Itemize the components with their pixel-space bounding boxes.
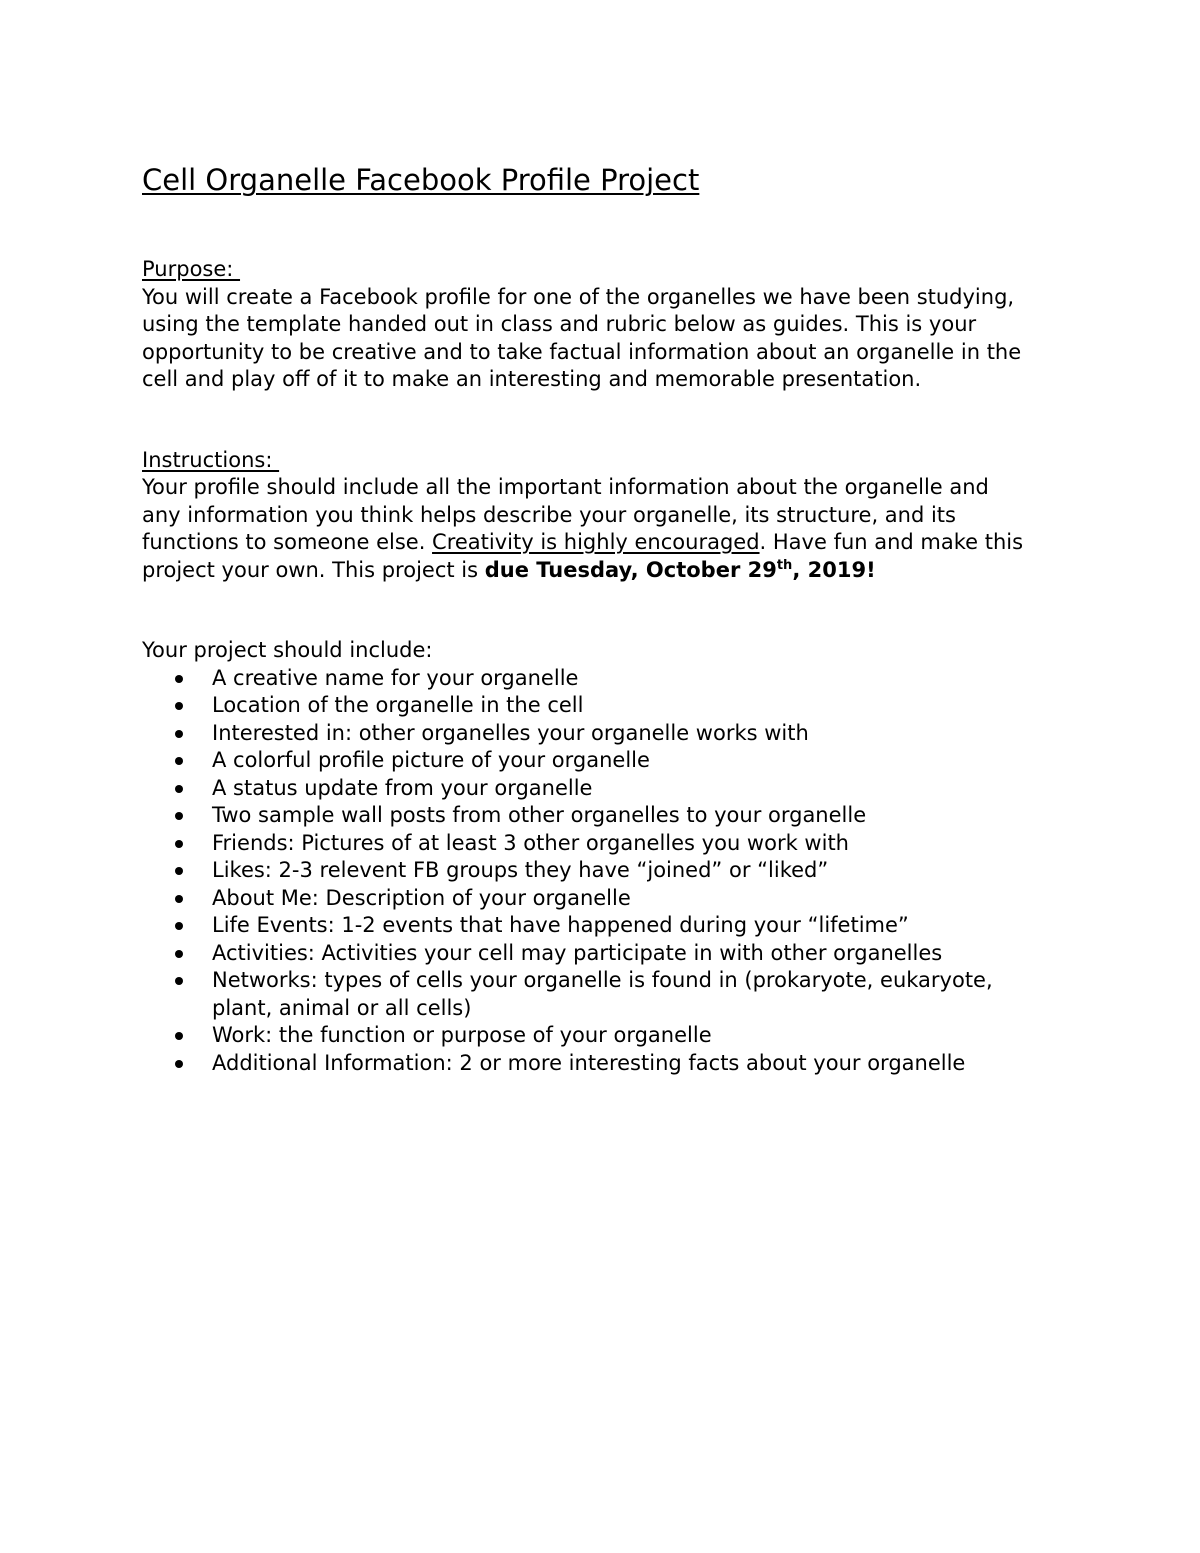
list-item: [142, 720, 1132, 748]
bullet-icon: [175, 950, 183, 958]
list-item: [142, 692, 1132, 720]
list-item: [142, 775, 1132, 803]
instructions-paragraph: [142, 474, 1132, 584]
bullet-icon: [175, 1060, 183, 1068]
list-item: [142, 747, 1132, 775]
due-date-text: due Tuesday, October 29: [484, 557, 777, 582]
bullet-icon: [175, 922, 183, 930]
bullet-icon: [175, 675, 183, 683]
bullet-icon: [175, 785, 183, 793]
list-item-text: Interested in: other organelles your organelle works with: [212, 720, 809, 745]
instructions-line: any information you think helps describe your organelle, its structure, and its: [142, 502, 956, 527]
bullet-icon: [175, 867, 183, 875]
list-item-text-continued: plant, animal or all cells): [212, 995, 472, 1020]
due-date: [485, 558, 876, 582]
instructions-heading: Instructions:: [142, 447, 280, 472]
purpose-line: cell and play off of it to make an interesting and memorable presentation.: [142, 367, 922, 391]
instructions-section: [142, 447, 1132, 585]
list-item: [142, 885, 1132, 913]
bullet-icon: [175, 812, 183, 820]
list-item: [142, 912, 1132, 940]
include-heading: Your project should include:: [142, 638, 433, 662]
list-item: [142, 967, 1132, 1022]
due-date-year: , 2019!: [792, 557, 876, 582]
list-item: [142, 1022, 1132, 1050]
due-date-ordinal: th: [776, 557, 793, 573]
list-item-text: A colorful profile picture of your organelle: [212, 748, 650, 772]
bullet-icon: [175, 730, 183, 738]
list-item-text: A status update from your organelle: [212, 775, 593, 800]
list-item-text: Friends: Pictures of at least 3 other organelles you work with: [212, 830, 849, 855]
list-item-text: Two sample wall posts from other organelles to your organelle: [212, 803, 867, 827]
list-item: [142, 857, 1132, 885]
bullet-icon: [175, 895, 183, 903]
instructions-text: functions to someone else.: [142, 530, 433, 554]
list-item-text: A creative name for your organelle: [212, 665, 579, 690]
list-item-text: Networks: types of cells your organelle is found in (prokaryote, eukaryote,: [212, 968, 993, 992]
include-section: [142, 637, 1132, 1077]
creativity-emphasis: Creativity is highly encouraged: [432, 530, 760, 554]
list-item-text: Location of the organelle in the cell: [212, 693, 584, 717]
list-item: [142, 940, 1132, 968]
bullet-icon: [175, 757, 183, 765]
instructions-line: [142, 557, 1132, 585]
list-item-text: Life Events: 1-2 events that have happened during your “lifetime”: [212, 913, 909, 937]
document-title: Cell Organelle Facebook Profile Project: [142, 163, 700, 197]
instructions-line: Your profile should include all the important information about the organelle and: [142, 475, 989, 499]
list-item-text: Additional Information: 2 or more interesting facts about your organelle: [212, 1050, 966, 1075]
requirements-list: [142, 665, 1132, 1078]
purpose-section: [142, 256, 1132, 394]
purpose-line: You will create a Facebook profile for one of the organelles we have been studying,: [142, 284, 1015, 309]
list-item: [142, 802, 1132, 830]
purpose-line: opportunity to be creative and to take factual information about an organelle in the: [142, 339, 1022, 364]
list-item: [142, 665, 1132, 693]
list-item-text: Activities: Activities your cell may participate in with other organelles: [212, 940, 943, 965]
instructions-line: [142, 529, 1132, 557]
purpose-heading: Purpose:: [142, 257, 241, 281]
list-item: [142, 830, 1132, 858]
list-item: [142, 1050, 1132, 1078]
bullet-icon: [175, 1032, 183, 1040]
purpose-paragraph: [142, 284, 1132, 394]
list-item-text: Likes: 2-3 relevent FB groups they have “joined” or “liked”: [212, 858, 829, 882]
instructions-text: project your own. This project is: [142, 557, 485, 582]
list-item-text: Work: the function or purpose of your organelle: [212, 1023, 712, 1047]
list-item-text: About Me: Description of your organelle: [212, 885, 631, 910]
bullet-icon: [175, 702, 183, 710]
document-page: [142, 160, 1132, 1077]
bullet-icon: [175, 977, 183, 985]
bullet-icon: [175, 840, 183, 848]
instructions-text: . Have fun and make this: [759, 530, 1024, 554]
purpose-line: using the template handed out in class and rubric below as guides. This is your: [142, 312, 977, 336]
